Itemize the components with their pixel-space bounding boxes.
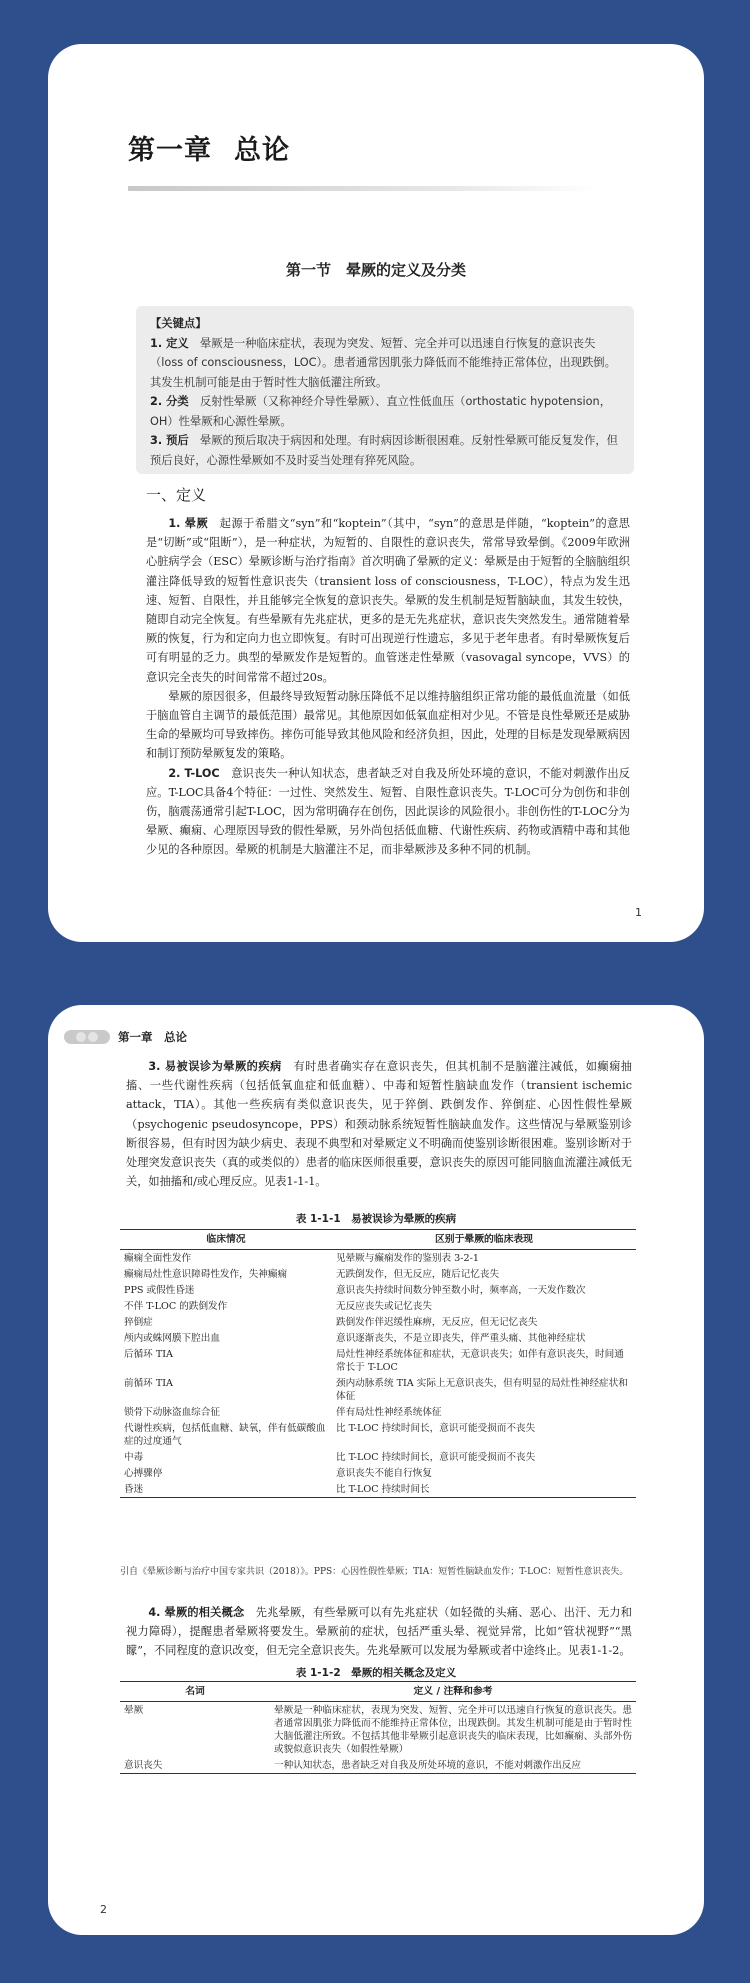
table-row: 昏迷 比 T-LOC 持续时间长 bbox=[120, 1481, 636, 1498]
running-head: 第一章 总论 bbox=[64, 1029, 187, 1045]
table-header: 临床情况 bbox=[120, 1230, 332, 1250]
key-points-title: 【关键点】 bbox=[150, 317, 207, 330]
paragraph: 3. 易被误诊为晕厥的疾病 有时患者确实存在意识丧失，但其机制不是脑灌注减低，如癫痫抽搐、一些代谢性疾病（包括低氧血症和低血糖）、中毒和短暂性脑缺血发作（transient ischemic attack，TIA）。其他一些疾病有类似意识丧失，见于猝倒、跌倒发作、猝倒症、心因性假性晕厥（psychogenic pseudosyncope，PPS）和颈动脉系统短暂性脑缺血发作。这些情况与晕厥鉴别诊断很容易，但有时因为缺少病史、表现不典型和对晕厥定义不明确而使鉴别诊断很困难。鉴别诊断对于处理突发意识丧失（真的或类似的）患者的临床医师很重要，意识丧失的原因可能同脑血流灌注减低无关，如抽搐和/或心理反应。见表1-1-1。 bbox=[126, 1060, 632, 1189]
table-header: 区别于晕厥的临床表现 bbox=[332, 1230, 636, 1250]
key-points-box bbox=[136, 306, 634, 474]
section-title: 第一节 晕厥的定义及分类 bbox=[285, 261, 466, 279]
key-point-item: 1. 定义 晕厥是一种临床症状，表现为突发、短暂、完全并可以迅速自行恢复的意识丧失（loss of consciousness，LOC）。患者通常因肌张力降低而不能维持正常体位，出现跌倒。其发生机制可能是由于暂时性大脑低灌注所致。 bbox=[150, 336, 616, 389]
key-point-item: 3. 预后 晕厥的预后取决于病因和处理。有时病因诊断很困难。反射性晕厥可能反复发作，但预后良好，心源性晕厥如不及时妥当处理有猝死风险。 bbox=[150, 434, 618, 467]
chapter-title: 第一章 总论 bbox=[128, 135, 290, 166]
table-row: 前循环 TIA 颈内动脉系统 TIA 实际上无意识丧失，但有明显的局灶性神经症状和体征 bbox=[124, 1377, 628, 1402]
body-text bbox=[146, 514, 630, 860]
body-text bbox=[126, 1603, 632, 1661]
table-row: 后循环 TIA 局灶性神经系统体征和症状，无意识丧失；如伴有意识丧失，时间通常长于 T-LOC bbox=[124, 1348, 624, 1373]
paragraph: 4. 晕厥的相关概念 先兆晕厥，有些晕厥可以有先兆症状（如轻微的头痛、恶心、出汗、无力和视力障碍），提醒患者晕厥将要发生。晕厥前的症状，包括严重头晕、视觉异常，比如“管状视野”“黑矇”，不同程度的意识改变，但无完全意识丧失。先兆晕厥可以发展为晕厥或者中途终止。见表1-1-2。 bbox=[126, 1606, 632, 1658]
page-number: 1 bbox=[635, 906, 642, 919]
table-row: 晕厥 晕厥是一种临床症状，表现为突发、短暂、完全并可以迅速自行恢复的意识丧失。患者通常因肌张力降低而不能维持正常体位，出现跌倒。其发生机制可能是由于暂时性大脑低灌注所致。不包括其他非晕厥引起意识丧失的临床表现，比如癫痫、头部外伤或貌似意识丧失（如假性晕厥） bbox=[124, 1704, 632, 1755]
table-note: 引自《晕厥诊断与治疗中国专家共识（2018）》。PPS：心因性假性晕厥；TIA：短暂性脑缺血发作；T-LOC：短暂性意识丧失。 bbox=[120, 1567, 629, 1577]
table-header: 定义 / 注释和参考 bbox=[270, 1682, 636, 1702]
table-row: 锁骨下动脉盗血综合征 伴有局灶性神经系统体征 bbox=[124, 1406, 442, 1418]
table-caption: 表 1-1-2 晕厥的相关概念及定义 bbox=[295, 1667, 457, 1679]
paragraph: 1. 晕厥 起源于希腊文“syn”和“koptein”（其中，“syn”的意思是伴随，“koptein”的意思是“切断”或“阻断”），是一种症状，为短暂的、自限性的意识丧失，常常导致晕倒。《2009年欧洲心脏病学会（ESC）晕厥诊断与治疗指南》首次明确了晕厥的定义：晕厥是由于短暂的全脑脑组织灌注降低导致的短暂性意识丧失（transient loss of consciousness，T-LOC），特点为发生迅速、短暂、自限性，并且能够完全恢复的意识丧失。晕厥的发生机制是短暂脑缺血，其发生较快，随即自动完全恢复。有些晕厥有先兆症状，更多的是无先兆症状，意识丧失突然发生。通常随着晕厥的恢复，行为和定向力也立即恢复。有时可出现逆行性遗忘，多见于老年患者。有时晕厥恢复后可有明显的乏力。典型的晕厥发作是短暂的。血管迷走性晕厥（vasovagal syncope，VVS）的意识完全丧失的时间常常不超过20s。 bbox=[146, 517, 630, 684]
document-page-2 bbox=[48, 1005, 704, 1935]
key-point-item: 2. 分类 反射性晕厥（又称神经介导性晕厥）、直立性低血压（orthostatic hypotension，OH）性晕厥和心源性晕厥。 bbox=[150, 395, 611, 428]
concepts-table bbox=[120, 1681, 636, 1774]
table-row: PPS 或假性昏迷 意识丧失持续时间数分钟至数小时，频率高，一天发作数次 bbox=[124, 1284, 586, 1296]
table-row: 代谢性疾病，包括低血糖、缺氧，伴有低碳酸血症的过度通气 比 T-LOC 持续时间长，意识可能受损而不丧失 bbox=[124, 1422, 536, 1447]
subsection-heading: 一、定义 bbox=[146, 486, 207, 504]
table-row: 癫痫全面性发作 见晕厥与癫痫发作的鉴别表 3-2-1 bbox=[124, 1252, 479, 1264]
document-page-1 bbox=[48, 44, 704, 942]
title-divider bbox=[128, 186, 598, 191]
table-row: 癫痫局灶性意识障碍性发作，失神癫痫 无跌倒发作，但无反应，随后记忆丧失 bbox=[124, 1268, 500, 1280]
table-row: 猝倒症 跌倒发作伴迟缓性麻痹，无反应，但无记忆丧失 bbox=[124, 1316, 538, 1328]
table-header: 名词 bbox=[120, 1682, 270, 1702]
table-row: 心搏骤停 意识丧失不能自行恢复 bbox=[124, 1467, 432, 1479]
paragraph: 晕厥的原因很多，但最终导致短暂动脉压降低不足以维持脑组织正常功能的最低血流量（如低于脑血管自主调节的最低范围）最常见。其他原因如低氧血症相对少见。不管是良性晕厥还是威胁生命的晕厥均可导致摔伤。摔伤可能导致其他风险和经济负担，因此，处理的目标是发现晕厥病因和制订预防晕厥复发的策略。 bbox=[146, 689, 630, 761]
table-row: 颅内或蛛网膜下腔出血 意识逐渐丧失，不是立即丧失，伴严重头痛、其他神经症状 bbox=[124, 1332, 586, 1344]
table-row: 意识丧失 一种认知状态，患者缺乏对自我及所处环境的意识，不能对刺激作出反应 bbox=[120, 1757, 636, 1774]
table-row: 中毒 比 T-LOC 持续时间长，意识可能受损而不丧失 bbox=[124, 1451, 536, 1463]
differential-table bbox=[120, 1229, 636, 1498]
paragraph: 2. T-LOC 意识丧失一种认知状态，患者缺乏对自我及所处环境的意识，不能对刺激作出反应。T-LOC具备4个特征：一过性、突然发生、短暂、自限性意识丧失。T-LOC可分为创伤和非创伤，脑震荡通常引起T-LOC，因为常明确存在创伤，因此误诊的风险很小。非创伤性的T-LOC分为晕厥、癫痫、心理原因导致的假性晕厥，另外尚包括低血糖、代谢性疾病、药物或酒精中毒和其他少见的各种原因。晕厥的机制是大脑灌注不足，而非晕厥涉及多种不同的机制。 bbox=[146, 766, 630, 857]
table-row: 不伴 T-LOC 的跌倒发作 无反应丧失或记忆丧失 bbox=[124, 1300, 432, 1312]
table-caption: 表 1-1-1 易被误诊为晕厥的疾病 bbox=[295, 1213, 457, 1225]
body-text bbox=[126, 1057, 632, 1191]
running-head-marker-icon bbox=[64, 1030, 110, 1044]
page-number: 2 bbox=[100, 1903, 107, 1916]
